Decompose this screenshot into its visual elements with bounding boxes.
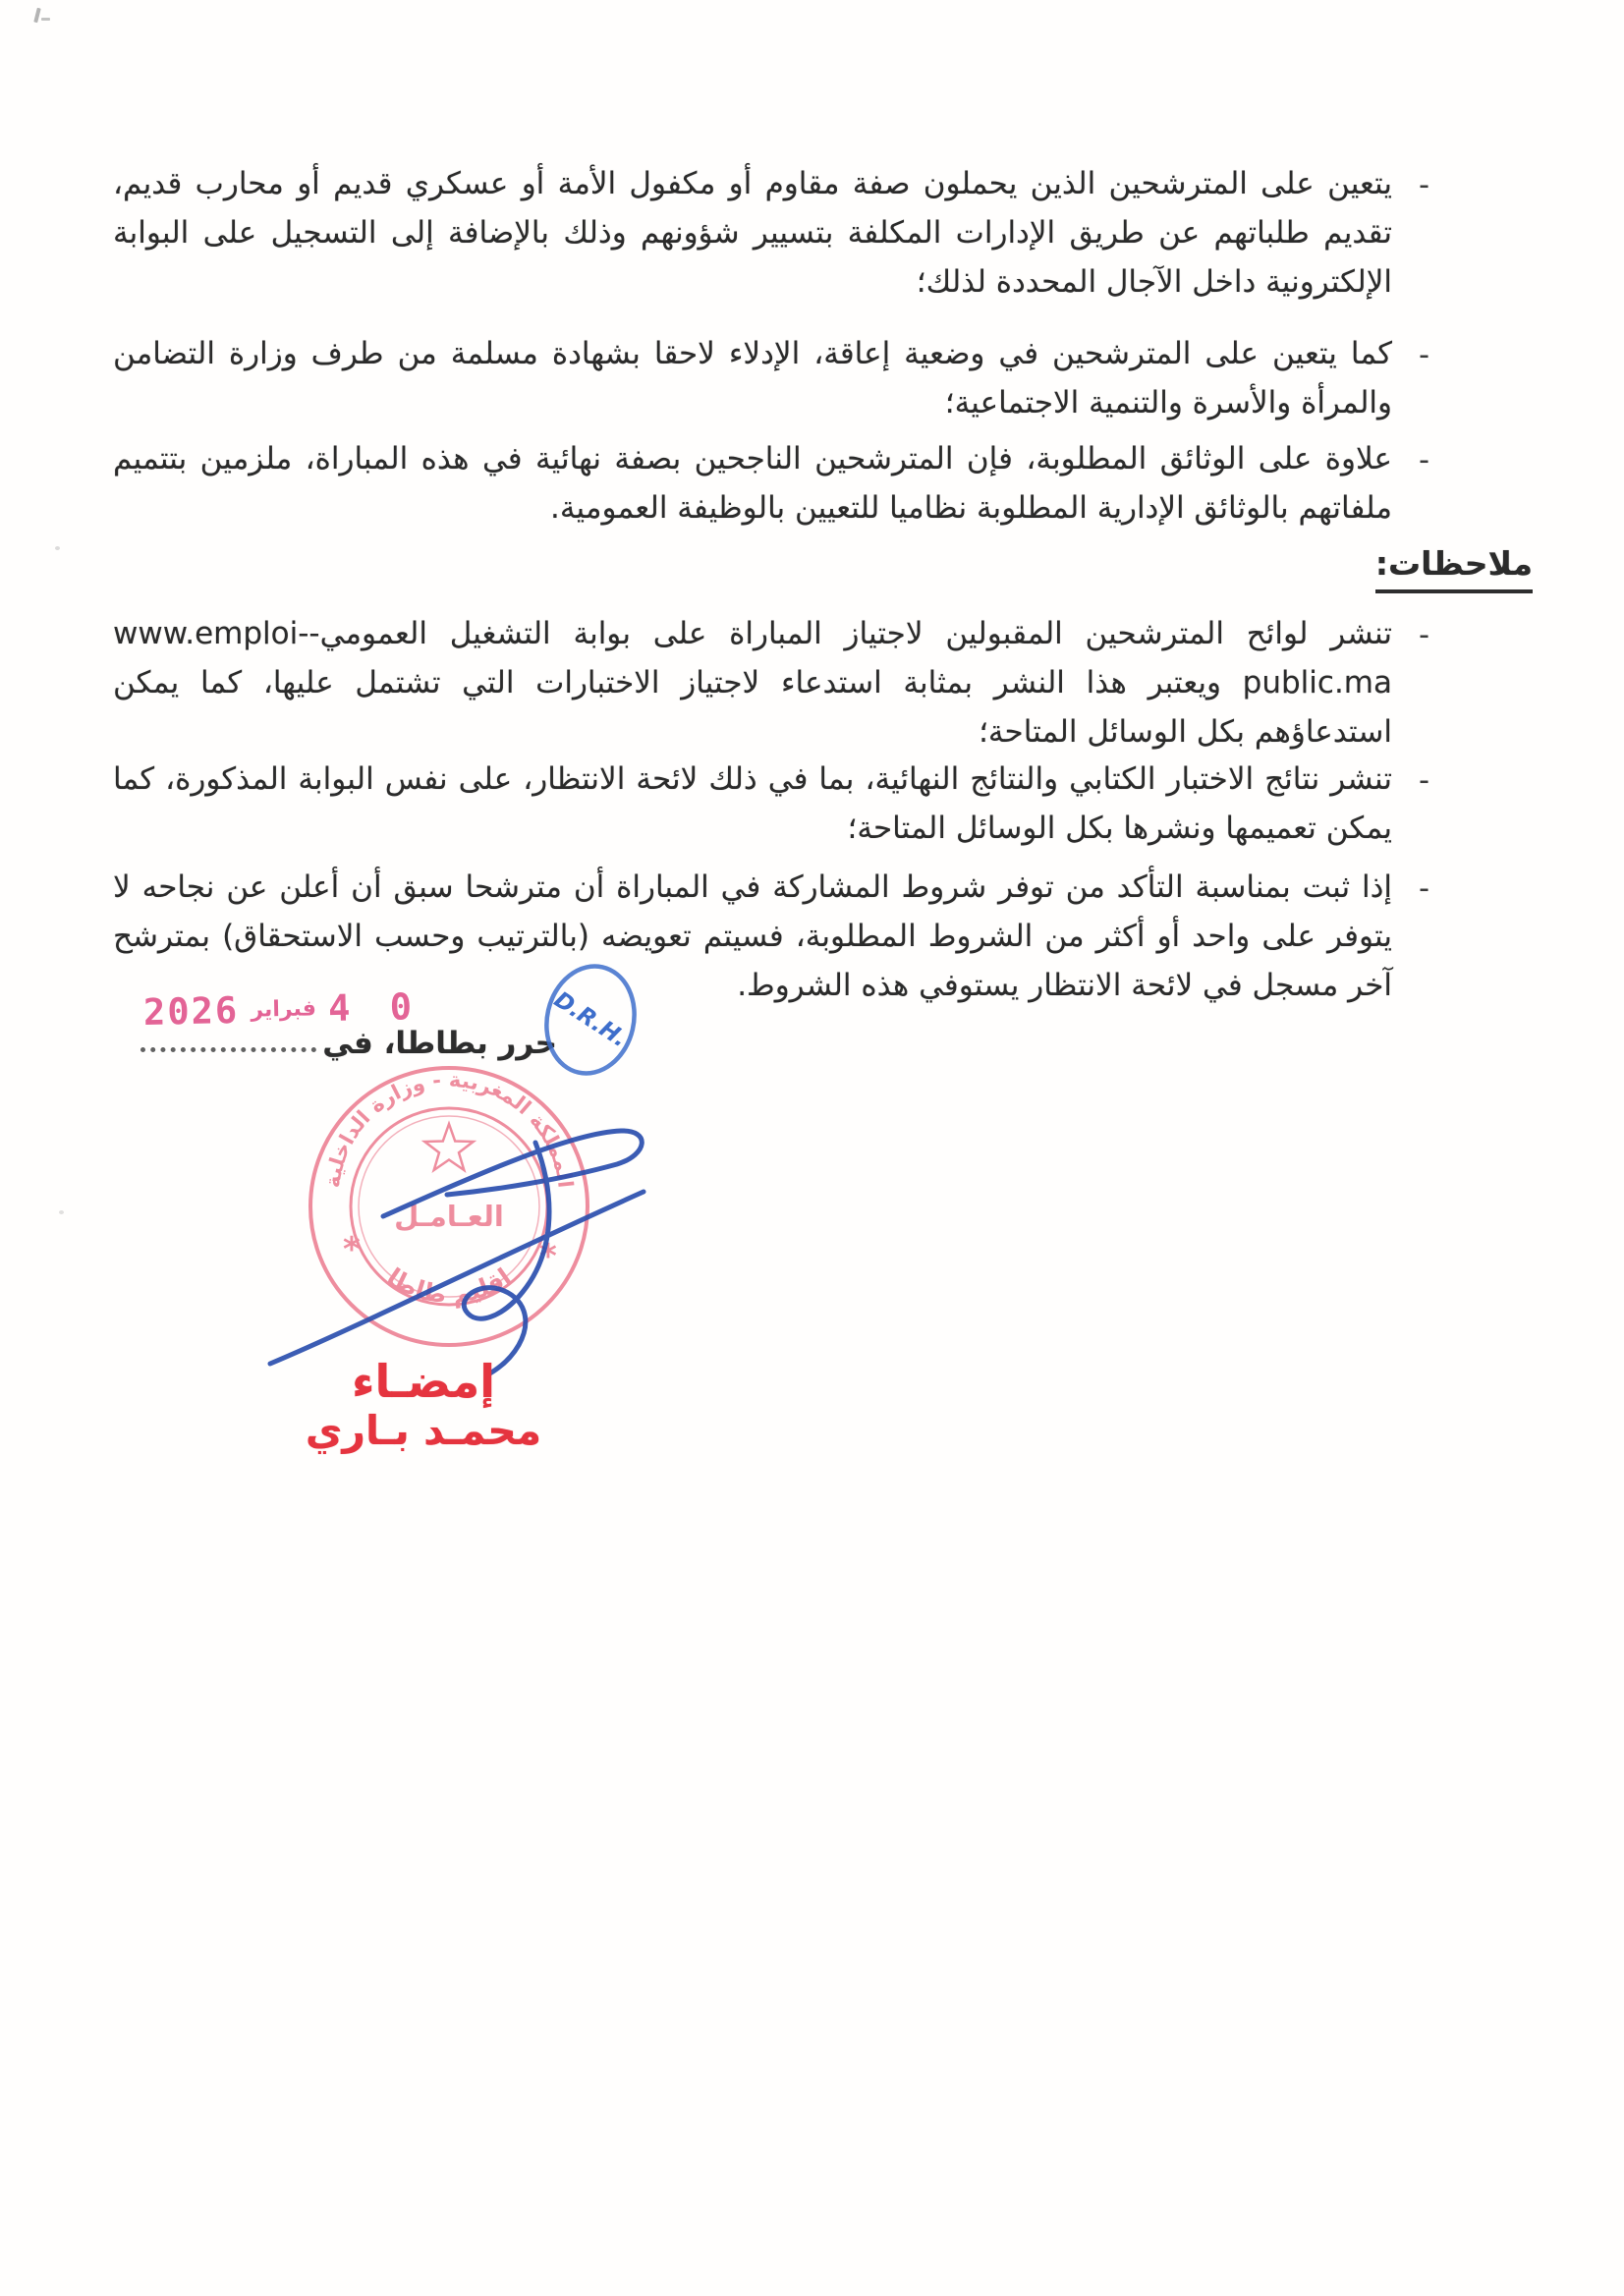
bullet-item — [113, 159, 1429, 307]
bullet-dash: - — [1419, 618, 1429, 652]
bullet-text: يتعين على المترشحين الذين يحملون صفة مقاوم أو مكفول الأمة أو عسكري قديم أو محارب قديم، تقديم طلباتهم عن طريق الإدارات المكلفة بتسيير شؤونهم وذلك بالإضافة إلى التسجيل على البوابة الإلكترونية داخل الآجال المحددة لذلك؛ — [113, 166, 1392, 300]
signatory-name: محمـد بـاري — [305, 1407, 542, 1454]
signature-stamp-text — [290, 1356, 557, 1454]
scan-speck — [55, 546, 60, 550]
bullet-dash: - — [1419, 763, 1429, 798]
bullet-text: علاوة على الوثائق المطلوبة، فإن المترشحين الناجحين بصفة نهائية في هذه المباراة، ملزمين بتتميم ملفاتهم بالوثائق الإدارية المطلوبة نظاميا للتعيين بالوظيفة العمومية. — [113, 441, 1392, 526]
signature-stroke — [270, 1192, 644, 1364]
bullet-dash: - — [1419, 338, 1429, 372]
signature-stroke — [383, 1131, 642, 1216]
signature-word: إمضـاء — [351, 1355, 496, 1408]
signature-ink — [246, 1084, 658, 1378]
scan-speck — [59, 1210, 64, 1214]
stamp-separator-left: * — [343, 1230, 361, 1269]
scan-speck — [41, 18, 50, 21]
note-text: تنشر نتائج الاختبار الكتابي والنتائج النهائية، بما في ذلك لائحة الانتظار، على نفس البوابة المذكورة، كما يمكن تعميمها ونشرها بكل الوسائل المتاحة؛ — [113, 761, 1392, 846]
dotted-leader — [140, 1047, 316, 1052]
drh-stamp-label: D.R.H. — [549, 986, 632, 1053]
bullet-text: كما يتعين على المترشحين في وضعية إعاقة، الإدلاء لاحقا بشهادة مسلمة من طرف وزارة التضامن والمرأة والأسرة والتنمية الاجتماعية؛ — [113, 336, 1392, 420]
date-stamp — [143, 985, 421, 1034]
bullet-item — [113, 329, 1429, 427]
place-date-text: حرر بطاطا، في — [322, 1026, 557, 1061]
stamp-bottom-text: اقليم طاطا — [381, 1262, 517, 1310]
note-item — [113, 609, 1429, 756]
note-text: إذا ثبت بمناسبة التأكد من توفر شروط المشاركة في المباراة أن مترشحا سبق أن أعلن عن نجاحه لا يتوفر على واحد أو أكثر من الشروط المطلوبة، فسيتم تعويضه (بالترتيب وحسب الاستحقاق) بمترشح آخر مسجل في لائحة الانتظار يستوفي هذه الشروط. — [113, 869, 1392, 1003]
date-stamp-year: 2026 — [142, 988, 240, 1034]
notes-heading: ملاحظات: — [1375, 544, 1533, 593]
note-item — [113, 755, 1429, 853]
date-stamp-day: 0 4 — [327, 985, 421, 1031]
stamp-separator-right: * — [539, 1237, 557, 1276]
note-text: تنشر لوائح المترشحين المقبولين لاجتياز المباراة على بوابة التشغيل العمومي-www.emploi-public.ma ويعتبر هذا النشر بمثابة استدعاء لاجتياز الاختبارات التي تشتمل عليها، كما يمكن استدعاؤهم بكل الوسائل المتاحة؛ — [113, 616, 1392, 750]
bullet-dash: - — [1419, 871, 1429, 906]
bullet-item — [113, 434, 1429, 532]
bullet-dash: - — [1419, 168, 1429, 202]
stamp-center-text: العـامـل — [394, 1200, 504, 1233]
stamp-top-text: المملكة المغربية - وزارة الداخلية — [320, 1067, 578, 1190]
bullet-dash: - — [1419, 443, 1429, 477]
scan-speck — [33, 8, 41, 24]
date-stamp-month: فبراير — [251, 996, 317, 1023]
